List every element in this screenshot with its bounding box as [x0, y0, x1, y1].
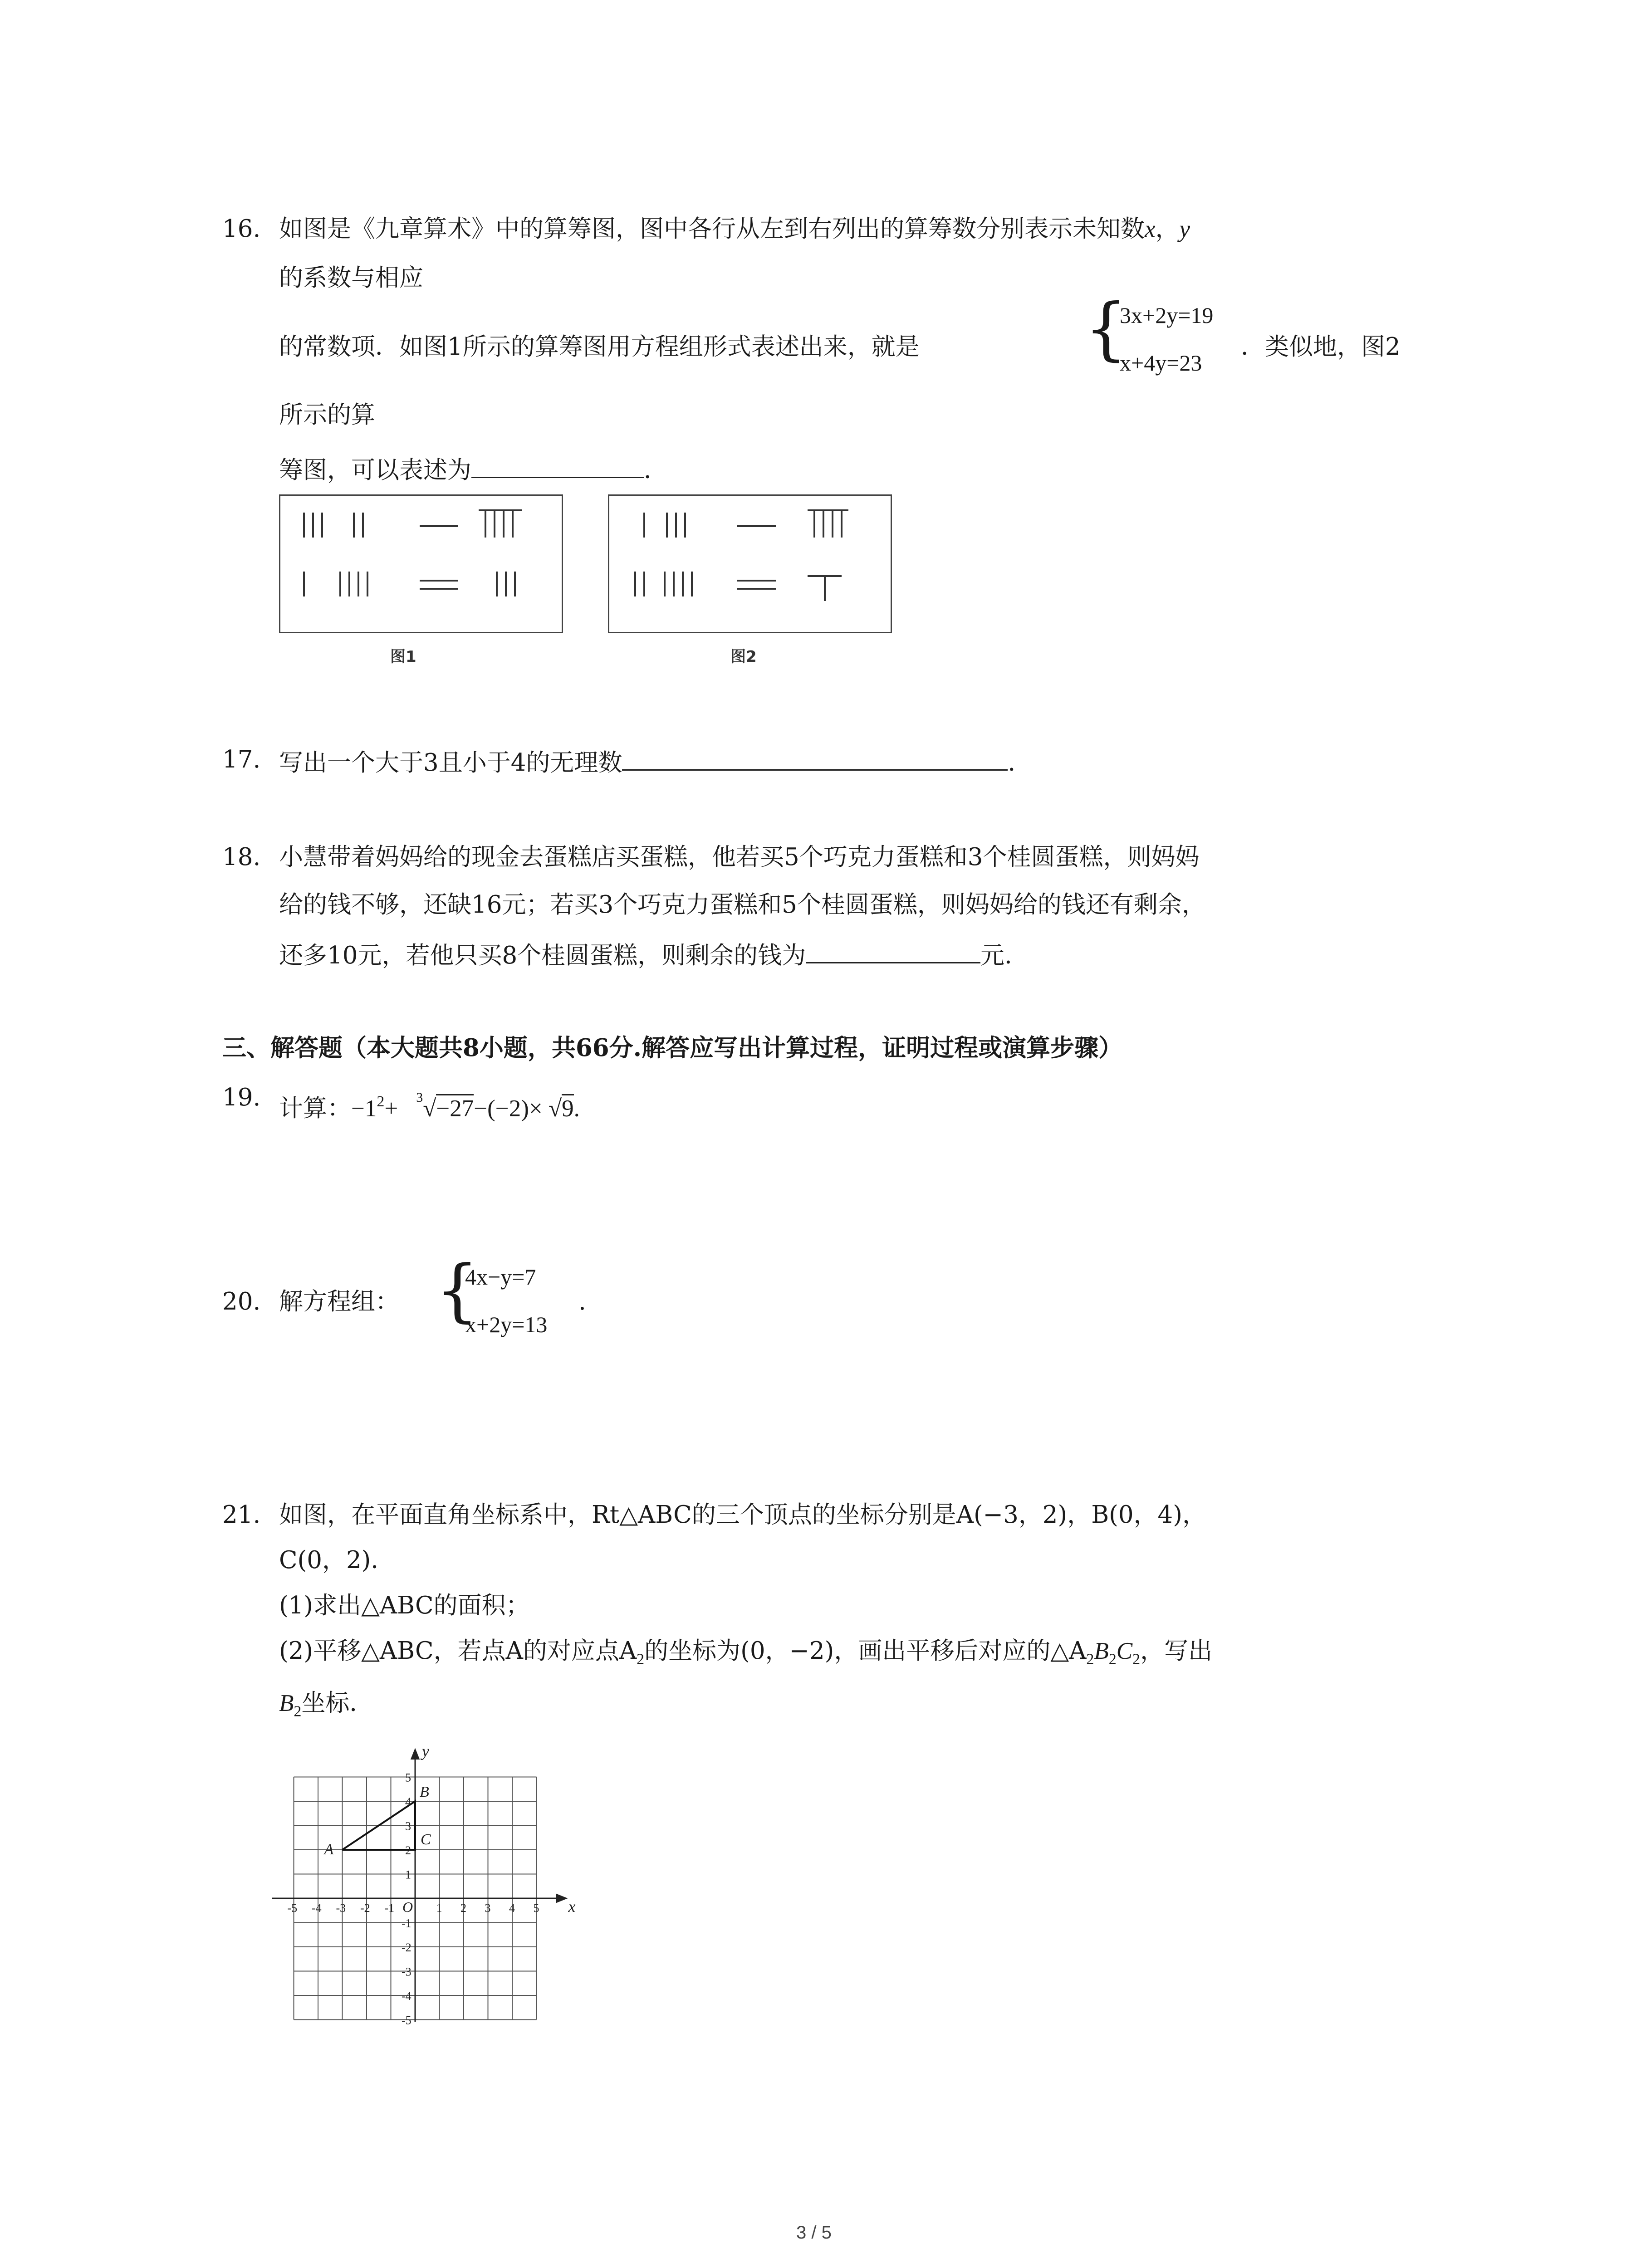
q19-number: 19.: [222, 1084, 261, 1111]
figure-1-rods: [279, 494, 563, 633]
q18-number: 18.: [222, 843, 261, 871]
y-tick-label: 4: [405, 1795, 411, 1809]
q16-line5: 筹图，可以表述为 ．: [279, 451, 668, 486]
y-axis-arrow: [411, 1750, 419, 1759]
q18-answer-blank[interactable]: [806, 937, 980, 963]
page-number: 3 / 5: [796, 2223, 832, 2243]
q21-line5: $B_2$坐标．: [279, 1689, 374, 1720]
q17-answer-blank[interactable]: [622, 744, 1008, 771]
x-axis-label: x: [568, 1897, 576, 1916]
point-b-label: B: [420, 1784, 429, 1800]
y-tick-label: -3: [402, 1965, 411, 1979]
y-tick-label: -1: [402, 1916, 411, 1930]
x-tick-label: -4: [312, 1901, 322, 1915]
point-c-label: C: [421, 1831, 431, 1848]
q18-line2: 给的钱不够，还缺16元；若买3个巧克力蛋糕和5个桂圆蛋糕，则妈妈给的钱还有剩余，: [279, 891, 1206, 919]
q16-line2: 的系数与相应: [279, 264, 423, 292]
x-tick-label: 1: [436, 1901, 442, 1915]
y-tick-label: 2: [405, 1844, 411, 1857]
y-tick-label: -5: [402, 2014, 411, 2027]
y-tick-label: -2: [402, 1941, 411, 1954]
q16-eq1: 3x+2y=19: [1120, 303, 1214, 328]
q16-answer-blank[interactable]: [471, 451, 644, 478]
q18-line1: 小慧带着妈妈给的现金去蛋糕店买蛋糕，他若买5个巧克力蛋糕和3个桂圆蛋糕，则妈妈: [279, 843, 1200, 871]
y-tick-label: 5: [405, 1771, 411, 1784]
q20-eq1: 4x−y=7: [465, 1264, 536, 1290]
point-a-label: A: [324, 1841, 334, 1858]
q19-expression: 计算：$-1^2+ ^3√-27-(-2)\times √9$.: [279, 1090, 580, 1122]
q20-eq2: x+2y=13: [465, 1312, 548, 1337]
q20-number: 20.: [222, 1288, 261, 1315]
q20-label: 解方程组：: [279, 1288, 399, 1315]
q17-number: 17.: [222, 746, 261, 773]
x-tick-label: -2: [360, 1901, 370, 1915]
x-axis-arrow: [557, 1895, 566, 1902]
q20-system-brace: {: [436, 1251, 479, 1330]
q20-period: .: [578, 1288, 586, 1315]
x-tick-label: -5: [287, 1901, 298, 1915]
x-tick-label: 3: [485, 1901, 491, 1915]
q16-line1: 如图是《九章算术》中的算筹图，图中各行从左到右列出的算筹数分别表示未知数x，y: [279, 215, 1190, 243]
q16-system-brace: {: [1084, 289, 1128, 368]
figure-2-caption: 图2: [730, 648, 757, 666]
y-axis-label: y: [422, 1742, 429, 1760]
y-tick-label: 1: [405, 1868, 411, 1882]
q17-line: 写出一个大于3且小于4的无理数 ．: [279, 744, 1032, 779]
q21-line1: 如图，在平面直角坐标系中，Rt△ABC的三个顶点的坐标分别是A(−3，2)，B(0，4)，: [279, 1501, 1206, 1529]
radical-sign: √: [542, 1095, 562, 1122]
q21-line2: C(0，2)．: [279, 1546, 395, 1574]
origin-label: O: [402, 1899, 413, 1915]
q21-part1: (1)求出△ABC的面积；: [279, 1592, 530, 1619]
cube-root-index: 3: [416, 1090, 423, 1105]
q21-part2: (2)平移△ABC，若点A的对应点$A_2$的坐标为(0，−2)，画出平移后对应的$\triangle A_2B_2C_2$，写出: [279, 1637, 1213, 1668]
figure-2-rods: [608, 494, 892, 633]
q16-line3a: 的常数项．如图1所示的算筹图用方程组形式表述出来，就是: [279, 333, 920, 361]
q18-line3: 还多10元，若他只买8个桂圆蛋糕，则剩余的钱为 元．: [279, 937, 1029, 972]
section-3-title: 三、解答题（本大题共8小题，共66分.解答应写出计算过程，证明过程或演算步骤）: [222, 1034, 1123, 1062]
x-tick-label: 4: [509, 1901, 515, 1915]
q16-number: 16.: [222, 215, 261, 243]
x-tick-label: -3: [336, 1901, 346, 1915]
y-tick-label: 3: [405, 1819, 411, 1833]
radical-sign: √: [423, 1095, 436, 1122]
figure-1-caption: 图1: [390, 648, 416, 666]
q16-line4: 所示的算: [279, 401, 375, 429]
q16-line3b: ．类似地，图2: [1241, 333, 1401, 361]
x-tick-label: 5: [533, 1901, 539, 1915]
y-tick-label: -4: [402, 1989, 411, 2003]
q16-eq2: x+4y=23: [1120, 350, 1202, 376]
q21-number: 21.: [222, 1501, 261, 1529]
x-tick-label: 2: [460, 1901, 466, 1915]
coordinate-grid: [272, 1737, 617, 2028]
x-tick-label: -1: [384, 1901, 395, 1915]
